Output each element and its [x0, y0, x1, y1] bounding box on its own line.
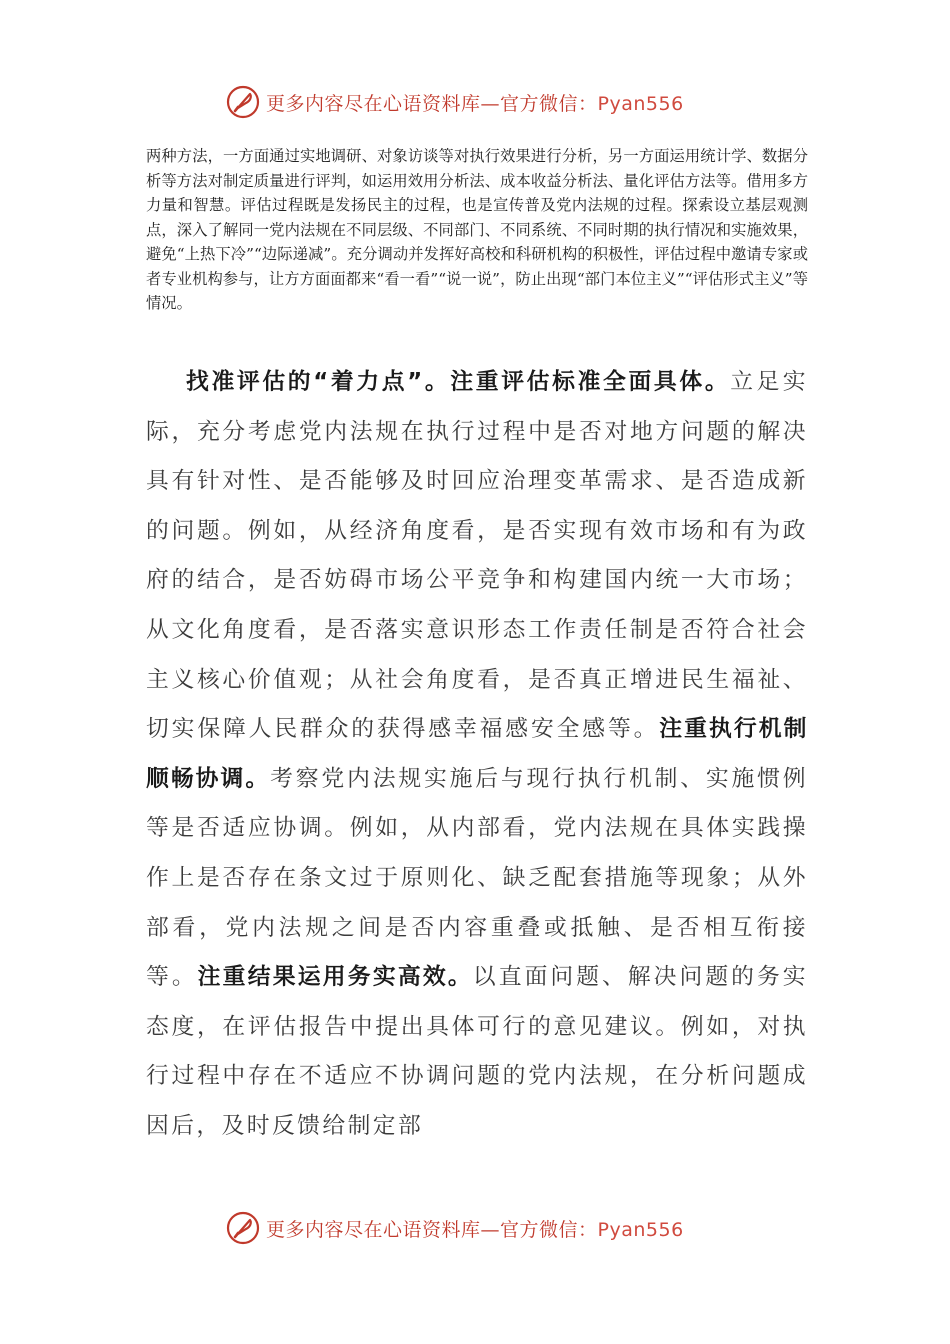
wechat-id: Pyan556 [597, 92, 684, 115]
banner-text: 更多内容尽在心语资料库—官方微信：Pyan556 [266, 1218, 684, 1241]
quill-pen-icon [226, 1211, 260, 1245]
point1-heading: 注重评估标准全面具体。 [450, 369, 731, 395]
wechat-id: Pyan556 [597, 1218, 684, 1241]
point2-heading: 注重执行机制顺畅协调。 [146, 716, 808, 792]
section-heading: 找准评估的“着力点”。 [186, 369, 451, 395]
intro-paragraph-text: 两种方法，一方面通过实地调研、对象访谈等对执行效果进行分析，另一方面运用统计学、数据分析等方法对制定质量进行评判，如运用效用分析法、成本收益分析法、量化评估方法等。借用多方力量和智慧。评估过程既是发扬民主的过程，也是宣传普及党内法规的过程。探索设立基层观测点，深入了解同一党内法规在不同层级、不同部门、不同系统、不同时期的执行情况和实施效果，避免“上热下冷”“边际递减”。充分调动并发挥好高校和科研机构的积极性，评估过程中邀请专家或者专业机构参与，让方方面面都来“看一看”“说一说”，防止出现“部门本位主义”“评估形式主义”等情况。 [146, 147, 808, 312]
quill-pen-icon [226, 85, 260, 119]
point3-heading: 注重结果运用务实高效。 [197, 964, 473, 991]
footer-watermark-banner [226, 1208, 684, 1248]
point1-text: 立足实际，充分考虑党内法规在执行过程中是否对地方问题的解决具有针对性、是否能够及时回应治理变革需求、是否造成新的问题。例如，从经济角度看，是否实现有效市场和有为政府的结合，是否妨碍市场公平竞争和构建国内统一大市场；从文化角度看，是否落实意识形态工作责任制是否符合社会主义核心价值观；从社会角度看，是否真正增进民生福祉、切实保障人民群众的获得感幸福感安全感等。 [146, 369, 808, 743]
main-paragraph [146, 358, 808, 1152]
banner-text: 更多内容尽在心语资料库—官方微信：Pyan556 [266, 92, 684, 115]
point2-text: 考察党内法规实施后与现行执行机制、实施惯例等是否适应协调。例如，从内部看，党内法规在具体实践操作上是否存在条文过于原则化、缺乏配套措施等现象；从外部看，党内法规之间是否内容重叠或抵触、是否相互衔接等。 [146, 765, 809, 991]
intro-paragraph [146, 144, 808, 316]
header-watermark-banner [226, 82, 684, 122]
point3-text: 以直面问题、解决问题的务实态度，在评估报告中提出具体可行的意见建议。例如，对执行过程中存在不适应不协调问题的党内法规，在分析问题成因后，及时反馈给制定部 [146, 964, 808, 1139]
